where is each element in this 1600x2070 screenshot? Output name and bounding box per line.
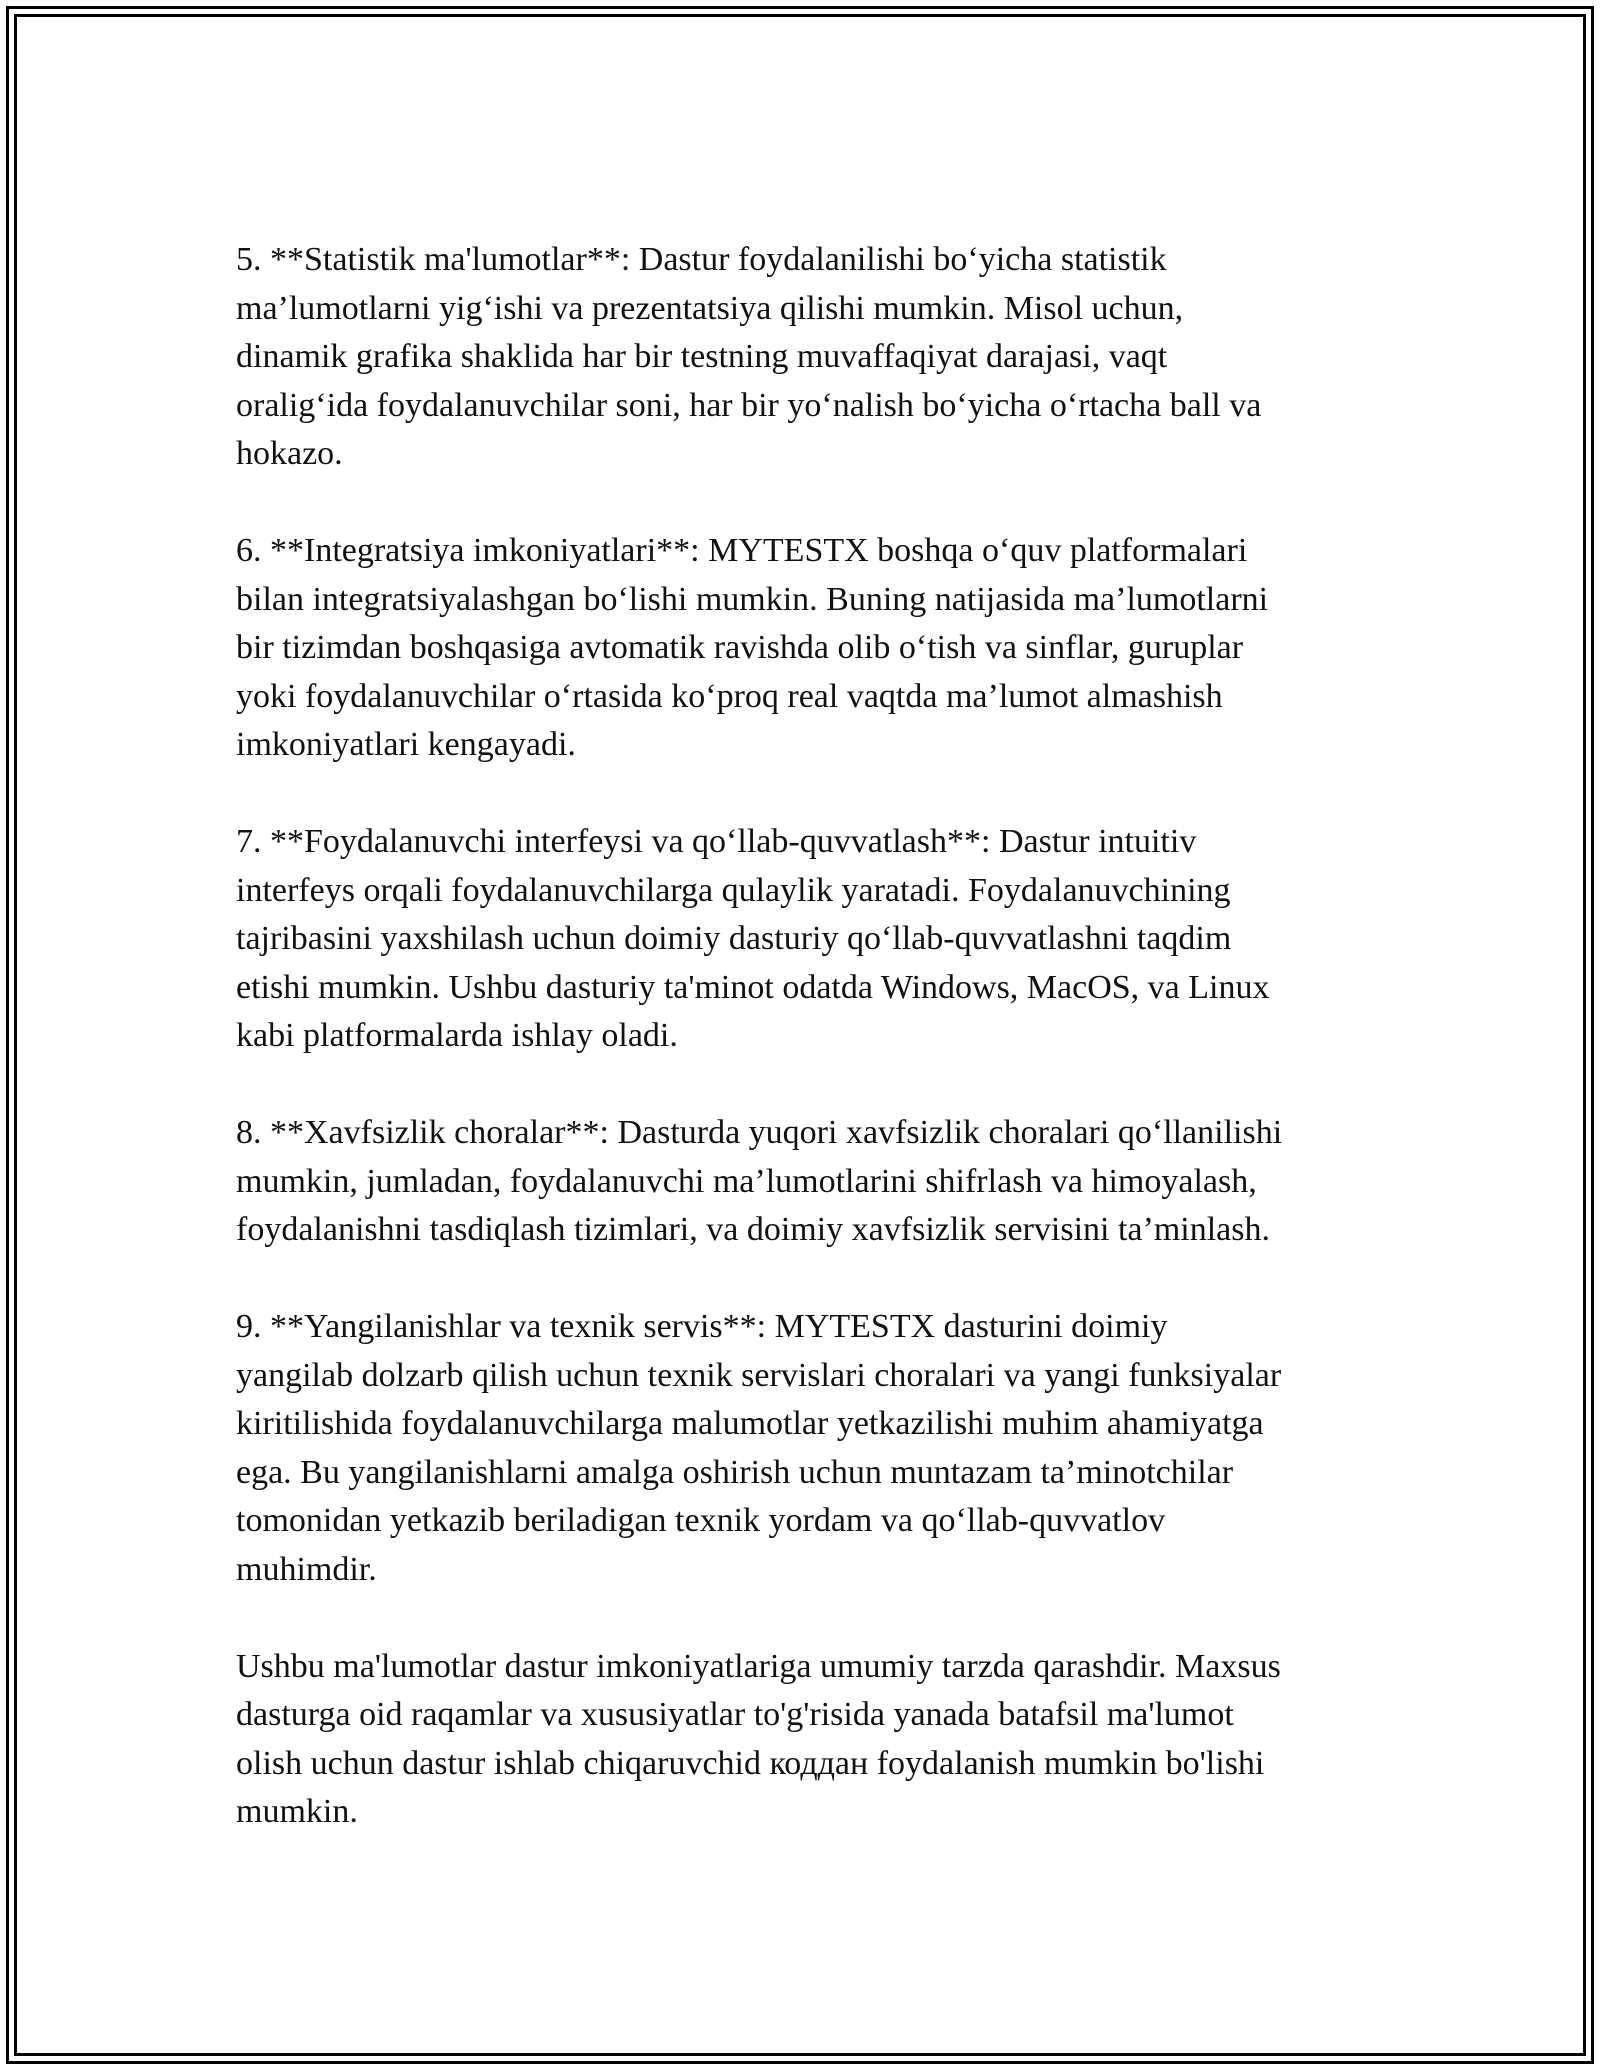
document-body <box>236 236 1386 1837</box>
paragraph-conclusion: Ushbu ma'lumotlar dastur imkoniyatlariga umumiy tarzda qarashdir. Maxsus dasturga oid raqamlar va xususiyatlar to'g'risida yanada batafsil ma'lumot olish uchun dastur ishlab chiqaruvchid коддан foydalanish mumkin bo'lishi mumkin. <box>236 1647 1281 1830</box>
paragraph-security: 8. **Xavfsizlik choralar**: Dasturda yuqori xavfsizlik choralari qo‘llanilishi mumkin, jumladan, foydalanuvchi ma’lumotlarini shifrlash va himoyalash, foydalanishni tasdiqlash tizimlari, va doimiy xavfsizlik servisini ta’minlash. <box>236 1114 1283 1248</box>
paragraph-interface-support: 7. **Foydalanuvchi interfeysi va qo‘llab-quvvatlash**: Dastur intuitiv interfeys orqali foydalanuvchilarga qulaylik yaratadi. Foydalanuvchining tajribasini yaxshilash uchun doimiy dasturiy qo‘llab-quvvatlashni taqdim etishi mumkin. Ushbu dasturiy ta'minot odatda Windows, MacOS, va Linux kabi platformalarda ishlay oladi. <box>236 823 1270 1054</box>
paragraph-integration: 6. **Integratsiya imkoniyatlari**: MYTESTX boshqa o‘quv platformalari bilan integratsiyalashgan bo‘lishi mumkin. Buning natijasida ma’lumotlarni bir tizimdan boshqasiga avtomatik ravishda olib o‘tish va sinflar, guruplar yoki foydalanuvchilar o‘rtasida ko‘proq real vaqtda ma’lumot almashish imkoniyatlari kengayadi. <box>236 532 1269 763</box>
paragraph-updates-service: 9. **Yangilanishlar va texnik servis**: MYTESTX dasturini doimiy yangilab dolzarb qilish uchun texnik servislari choralari va yangi funksiyalar kiritilishida foydalanuvchilarga malumotlar yetkazilishi muhim ahamiyatga ega. Bu yangilanishlarni amalga oshirish uchun muntazam ta’minotchilar tomonidan yetkazib beriladigan texnik yordam va qo‘llab-quvvatlov muhimdir. <box>236 1308 1282 1588</box>
paragraph-statistics: 5. **Statistik ma'lumotlar**: Dastur foydalanilishi bo‘yicha statistik ma’lumotlarni yig‘ishi va prezentatsiya qilishi mumkin. Misol uchun, dinamik grafika shaklida har bir testning muvaffaqiyat darajasi, vaqt oralig‘ida foydalanuvchilar soni, har bir yo‘nalish bo‘yicha o‘rtacha ball va hokazo. <box>236 241 1262 472</box>
